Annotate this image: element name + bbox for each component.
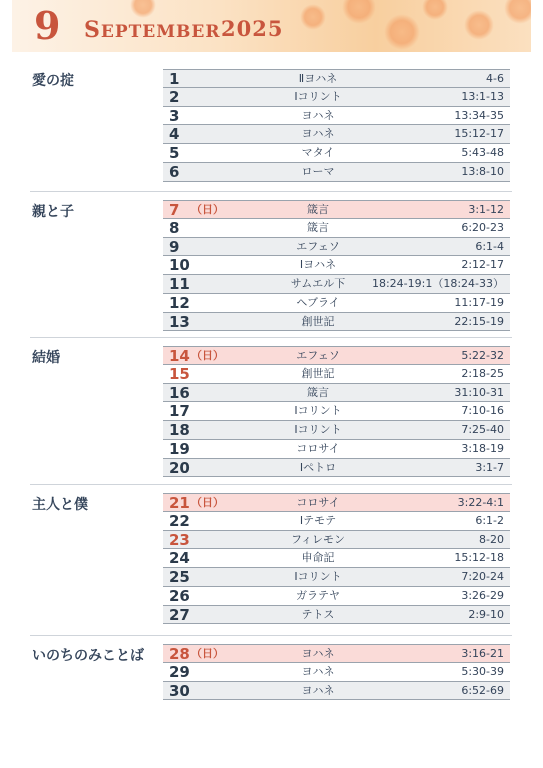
scripture-reference: 13:8-10 bbox=[461, 164, 504, 178]
day-number: 13 bbox=[169, 312, 190, 331]
day-number: 4 bbox=[169, 125, 180, 144]
reading-row bbox=[163, 107, 510, 126]
book-name: Ⅰコリント bbox=[294, 423, 342, 436]
reading-row bbox=[163, 644, 510, 663]
book-name: Ⅰコリント bbox=[294, 89, 342, 103]
scripture-reference: 13:1-13 bbox=[461, 89, 504, 103]
scripture-reference: 3:1-12 bbox=[468, 203, 504, 216]
sunday-label: （日） bbox=[191, 203, 224, 216]
day-number: 20 bbox=[169, 458, 190, 477]
book-name: Ⅰペトロ bbox=[299, 460, 337, 474]
sunday-label: （日） bbox=[191, 647, 224, 660]
scripture-reference: 15:12-17 bbox=[454, 127, 504, 141]
book-name: 箴言 bbox=[307, 385, 329, 399]
book-name: ローマ bbox=[301, 164, 335, 178]
day-number: 11 bbox=[169, 275, 190, 293]
scripture-reference: 6:52-69 bbox=[461, 683, 504, 697]
reading-row bbox=[163, 493, 510, 512]
section-title: 主人と僕 bbox=[32, 497, 88, 513]
book-name: ヨハネ bbox=[301, 647, 335, 660]
book-name: ヨハネ bbox=[301, 664, 335, 678]
year: 2025 bbox=[221, 16, 284, 41]
day-number: 5 bbox=[169, 144, 180, 162]
book-name: コロサイ bbox=[296, 496, 340, 509]
scripture-reference: 7:10-16 bbox=[461, 404, 504, 418]
reading-row bbox=[163, 88, 510, 107]
scripture-reference: 4-6 bbox=[486, 72, 504, 85]
month-number: 9 bbox=[34, 3, 61, 48]
day-number: 24 bbox=[169, 549, 190, 568]
day-number: 7 bbox=[169, 201, 180, 219]
reading-row bbox=[163, 402, 510, 421]
scripture-reference: 2:18-25 bbox=[461, 366, 504, 380]
sunday-label: （日） bbox=[191, 496, 224, 509]
section-divider bbox=[30, 191, 512, 192]
reading-row bbox=[163, 587, 510, 606]
scripture-reference: 5:30-39 bbox=[461, 664, 504, 678]
day-number: 9 bbox=[169, 237, 180, 256]
reading-row bbox=[163, 275, 510, 294]
day-number: 10 bbox=[169, 256, 190, 275]
reading-row bbox=[163, 682, 510, 701]
reading-row bbox=[163, 200, 510, 219]
reading-row bbox=[163, 144, 510, 163]
scripture-reference: 2:9-10 bbox=[468, 607, 504, 621]
book-name: ヨハネ bbox=[301, 127, 335, 141]
day-number: 6 bbox=[169, 162, 180, 181]
scripture-reference: 3:1-7 bbox=[475, 460, 504, 474]
scripture-reference: 22:15-19 bbox=[454, 314, 504, 328]
reading-row bbox=[163, 531, 510, 550]
reading-row bbox=[163, 125, 510, 144]
reading-row bbox=[163, 294, 510, 313]
day-number: 26 bbox=[169, 586, 190, 605]
day-number: 25 bbox=[169, 568, 190, 586]
day-number: 2 bbox=[169, 87, 180, 106]
book-name: Ⅰコリント bbox=[294, 570, 342, 583]
day-number: 21 bbox=[169, 494, 190, 512]
day-number: 8 bbox=[169, 218, 180, 237]
reading-row bbox=[163, 568, 510, 587]
day-number: 14 bbox=[169, 347, 190, 365]
book-name: Ⅱヨハネ bbox=[298, 72, 338, 85]
book-name: Ⅰヨハネ bbox=[299, 258, 337, 272]
day-number: 28 bbox=[169, 645, 190, 663]
book-name: 創世記 bbox=[301, 366, 335, 380]
day-number: 1 bbox=[169, 70, 180, 88]
scripture-reference: 6:20-23 bbox=[461, 220, 504, 234]
day-number: 30 bbox=[169, 681, 190, 700]
reading-row bbox=[163, 69, 510, 88]
day-number: 18 bbox=[169, 421, 190, 439]
month-header-banner bbox=[12, 0, 531, 52]
scripture-reference: 11:17-19 bbox=[454, 295, 504, 309]
reading-row bbox=[163, 346, 510, 365]
scripture-reference: 3:16-21 bbox=[461, 647, 504, 660]
reading-row bbox=[163, 163, 510, 182]
month-name: SEPTEMBER bbox=[84, 17, 221, 43]
day-number: 3 bbox=[169, 106, 180, 125]
book-name: 申命記 bbox=[301, 551, 335, 565]
book-name: ヘブライ bbox=[296, 295, 340, 309]
book-name: Ⅰコリント bbox=[294, 404, 342, 418]
reading-row bbox=[163, 238, 510, 257]
section-divider bbox=[30, 484, 512, 485]
reading-row bbox=[163, 606, 510, 625]
scripture-reference: 3:22-4:1 bbox=[457, 496, 504, 509]
section-title: 結婚 bbox=[32, 350, 60, 366]
scripture-reference: 3:26-29 bbox=[461, 588, 504, 602]
reading-row bbox=[163, 256, 510, 275]
scripture-reference: 8-20 bbox=[479, 532, 504, 546]
day-number: 29 bbox=[169, 662, 190, 681]
day-number: 16 bbox=[169, 383, 190, 402]
day-number: 27 bbox=[169, 605, 190, 624]
book-name: ヨハネ bbox=[301, 683, 335, 697]
sunday-label: （日） bbox=[191, 349, 224, 362]
reading-row bbox=[163, 384, 510, 403]
scripture-reference: 7:25-40 bbox=[461, 423, 504, 436]
book-name: ガラテヤ bbox=[296, 588, 340, 602]
day-number: 19 bbox=[169, 439, 190, 458]
scripture-reference: 3:18-19 bbox=[461, 441, 504, 455]
section-divider bbox=[30, 337, 512, 338]
scripture-reference: 2:12-17 bbox=[461, 258, 504, 272]
book-name: Ⅰテモテ bbox=[299, 513, 337, 527]
book-name: マタイ bbox=[301, 146, 335, 159]
scripture-reference: 7:20-24 bbox=[461, 570, 504, 583]
book-name: ヨハネ bbox=[301, 108, 335, 122]
book-name: サムエル下 bbox=[290, 277, 346, 290]
scripture-reference: 31:10-31 bbox=[454, 385, 504, 399]
scripture-reference: 5:43-48 bbox=[461, 146, 504, 159]
book-name: エフェソ bbox=[296, 239, 340, 253]
reading-row bbox=[163, 549, 510, 568]
day-number: 23 bbox=[169, 530, 190, 549]
book-name: 箴言 bbox=[307, 203, 329, 216]
day-number: 15 bbox=[169, 364, 190, 383]
day-number: 17 bbox=[169, 402, 190, 421]
scripture-reference: 6:1-4 bbox=[475, 239, 504, 253]
book-name: 創世記 bbox=[301, 314, 335, 328]
reading-row bbox=[163, 663, 510, 682]
reading-row bbox=[163, 219, 510, 238]
section-divider bbox=[30, 635, 512, 636]
day-number: 22 bbox=[169, 511, 190, 530]
book-name: コロサイ bbox=[296, 441, 340, 455]
section-title: いのちのみことば bbox=[32, 648, 144, 664]
scripture-reference: 15:12-18 bbox=[454, 551, 504, 565]
book-name: フィレモン bbox=[290, 532, 346, 546]
reading-row bbox=[163, 512, 510, 531]
reading-row bbox=[163, 440, 510, 459]
reading-row bbox=[163, 313, 510, 332]
section-title: 親と子 bbox=[32, 204, 74, 220]
scripture-reference: 6:1-2 bbox=[475, 513, 504, 527]
book-name: 箴言 bbox=[307, 220, 329, 234]
book-name: エフェソ bbox=[296, 349, 340, 362]
day-number: 12 bbox=[169, 293, 190, 312]
scripture-reference: 5:22-32 bbox=[461, 349, 504, 362]
reading-row bbox=[163, 365, 510, 384]
scripture-reference: 13:34-35 bbox=[454, 108, 504, 122]
section-title: 愛の掟 bbox=[32, 73, 74, 89]
reading-row bbox=[163, 421, 510, 440]
reading-row bbox=[163, 459, 510, 478]
book-name: テトス bbox=[301, 607, 335, 621]
scripture-reference: 18:24-19:1（18:24-33） bbox=[371, 277, 504, 290]
